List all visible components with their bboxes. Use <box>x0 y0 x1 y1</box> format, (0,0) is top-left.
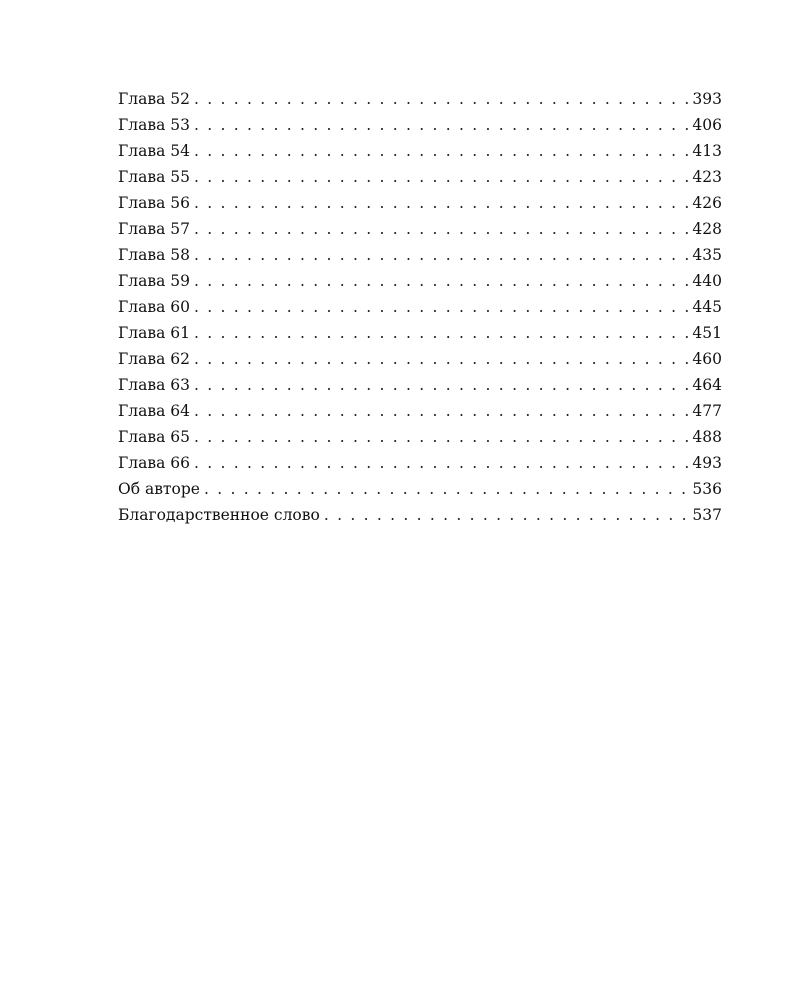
dot-leader <box>194 294 689 320</box>
dot-leader <box>194 164 689 190</box>
toc-entry-chapter-54[interactable] <box>118 138 722 164</box>
dot-leader <box>194 216 689 242</box>
toc-entry-chapter-61[interactable] <box>118 320 722 346</box>
toc-entry-page: 493 <box>692 454 722 472</box>
toc-entry-page: 435 <box>692 246 722 264</box>
toc-entry-page: 440 <box>692 272 722 290</box>
toc-entry-page: 445 <box>692 298 722 316</box>
toc-entry-chapter-64[interactable] <box>118 398 722 424</box>
toc-entry-title: Глава 58 <box>118 246 190 264</box>
toc-entry-title: Глава 52 <box>118 90 190 108</box>
toc-entry-chapter-53[interactable] <box>118 112 722 138</box>
toc-entry-chapter-60[interactable] <box>118 294 722 320</box>
toc-entry-title: Глава 60 <box>118 298 190 316</box>
toc-entry-page: 451 <box>692 324 722 342</box>
toc-entry-title: Благодарственное слово <box>118 506 320 524</box>
toc-entry-title: Глава 57 <box>118 220 190 238</box>
toc-entry-chapter-65[interactable] <box>118 424 722 450</box>
toc-entry-chapter-56[interactable] <box>118 190 722 216</box>
dot-leader <box>194 320 689 346</box>
toc-entry-chapter-59[interactable] <box>118 268 722 294</box>
toc-entry-chapter-52[interactable] <box>118 86 722 112</box>
toc-entry-title: Об авторе <box>118 480 200 498</box>
dot-leader <box>194 424 689 450</box>
toc-entry-chapter-55[interactable] <box>118 164 722 190</box>
dot-leader <box>194 138 689 164</box>
toc-entry-title: Глава 62 <box>118 350 190 368</box>
toc-entry-page: 477 <box>692 402 722 420</box>
toc-entry-title: Глава 66 <box>118 454 190 472</box>
toc-entry-page: 426 <box>692 194 722 212</box>
dot-leader <box>194 346 689 372</box>
dot-leader <box>194 398 689 424</box>
toc-entry-page: 460 <box>692 350 722 368</box>
toc-entry-page: 464 <box>692 376 722 394</box>
table-of-contents <box>118 86 722 528</box>
toc-entry-title: Глава 61 <box>118 324 190 342</box>
toc-entry-chapter-63[interactable] <box>118 372 722 398</box>
toc-entry-page: 406 <box>692 116 722 134</box>
toc-entry-title: Глава 64 <box>118 402 190 420</box>
dot-leader <box>194 268 689 294</box>
toc-entry-page: 488 <box>692 428 722 446</box>
toc-entry-chapter-62[interactable] <box>118 346 722 372</box>
toc-entry-chapter-58[interactable] <box>118 242 722 268</box>
toc-entry-title: Глава 53 <box>118 116 190 134</box>
toc-entry-title: Глава 59 <box>118 272 190 290</box>
toc-entry-page: 413 <box>692 142 722 160</box>
toc-entry-page: 537 <box>692 506 722 524</box>
dot-leader <box>194 372 689 398</box>
toc-entry-title: Глава 55 <box>118 168 190 186</box>
toc-entry-page: 393 <box>692 90 722 108</box>
dot-leader <box>194 190 689 216</box>
dot-leader <box>204 476 689 502</box>
toc-entry-chapter-57[interactable] <box>118 216 722 242</box>
toc-entry-title: Глава 54 <box>118 142 190 160</box>
toc-entry-about-author[interactable] <box>118 476 722 502</box>
toc-entry-page: 428 <box>692 220 722 238</box>
dot-leader <box>194 450 689 476</box>
toc-entry-page: 536 <box>692 480 722 498</box>
toc-entry-title: Глава 63 <box>118 376 190 394</box>
toc-entry-title: Глава 65 <box>118 428 190 446</box>
toc-entry-acknowledgements[interactable] <box>118 502 722 528</box>
dot-leader <box>194 86 689 112</box>
dot-leader <box>324 502 690 528</box>
dot-leader <box>194 242 689 268</box>
toc-entry-page: 423 <box>692 168 722 186</box>
toc-entry-chapter-66[interactable] <box>118 450 722 476</box>
toc-entry-title: Глава 56 <box>118 194 190 212</box>
dot-leader <box>194 112 689 138</box>
